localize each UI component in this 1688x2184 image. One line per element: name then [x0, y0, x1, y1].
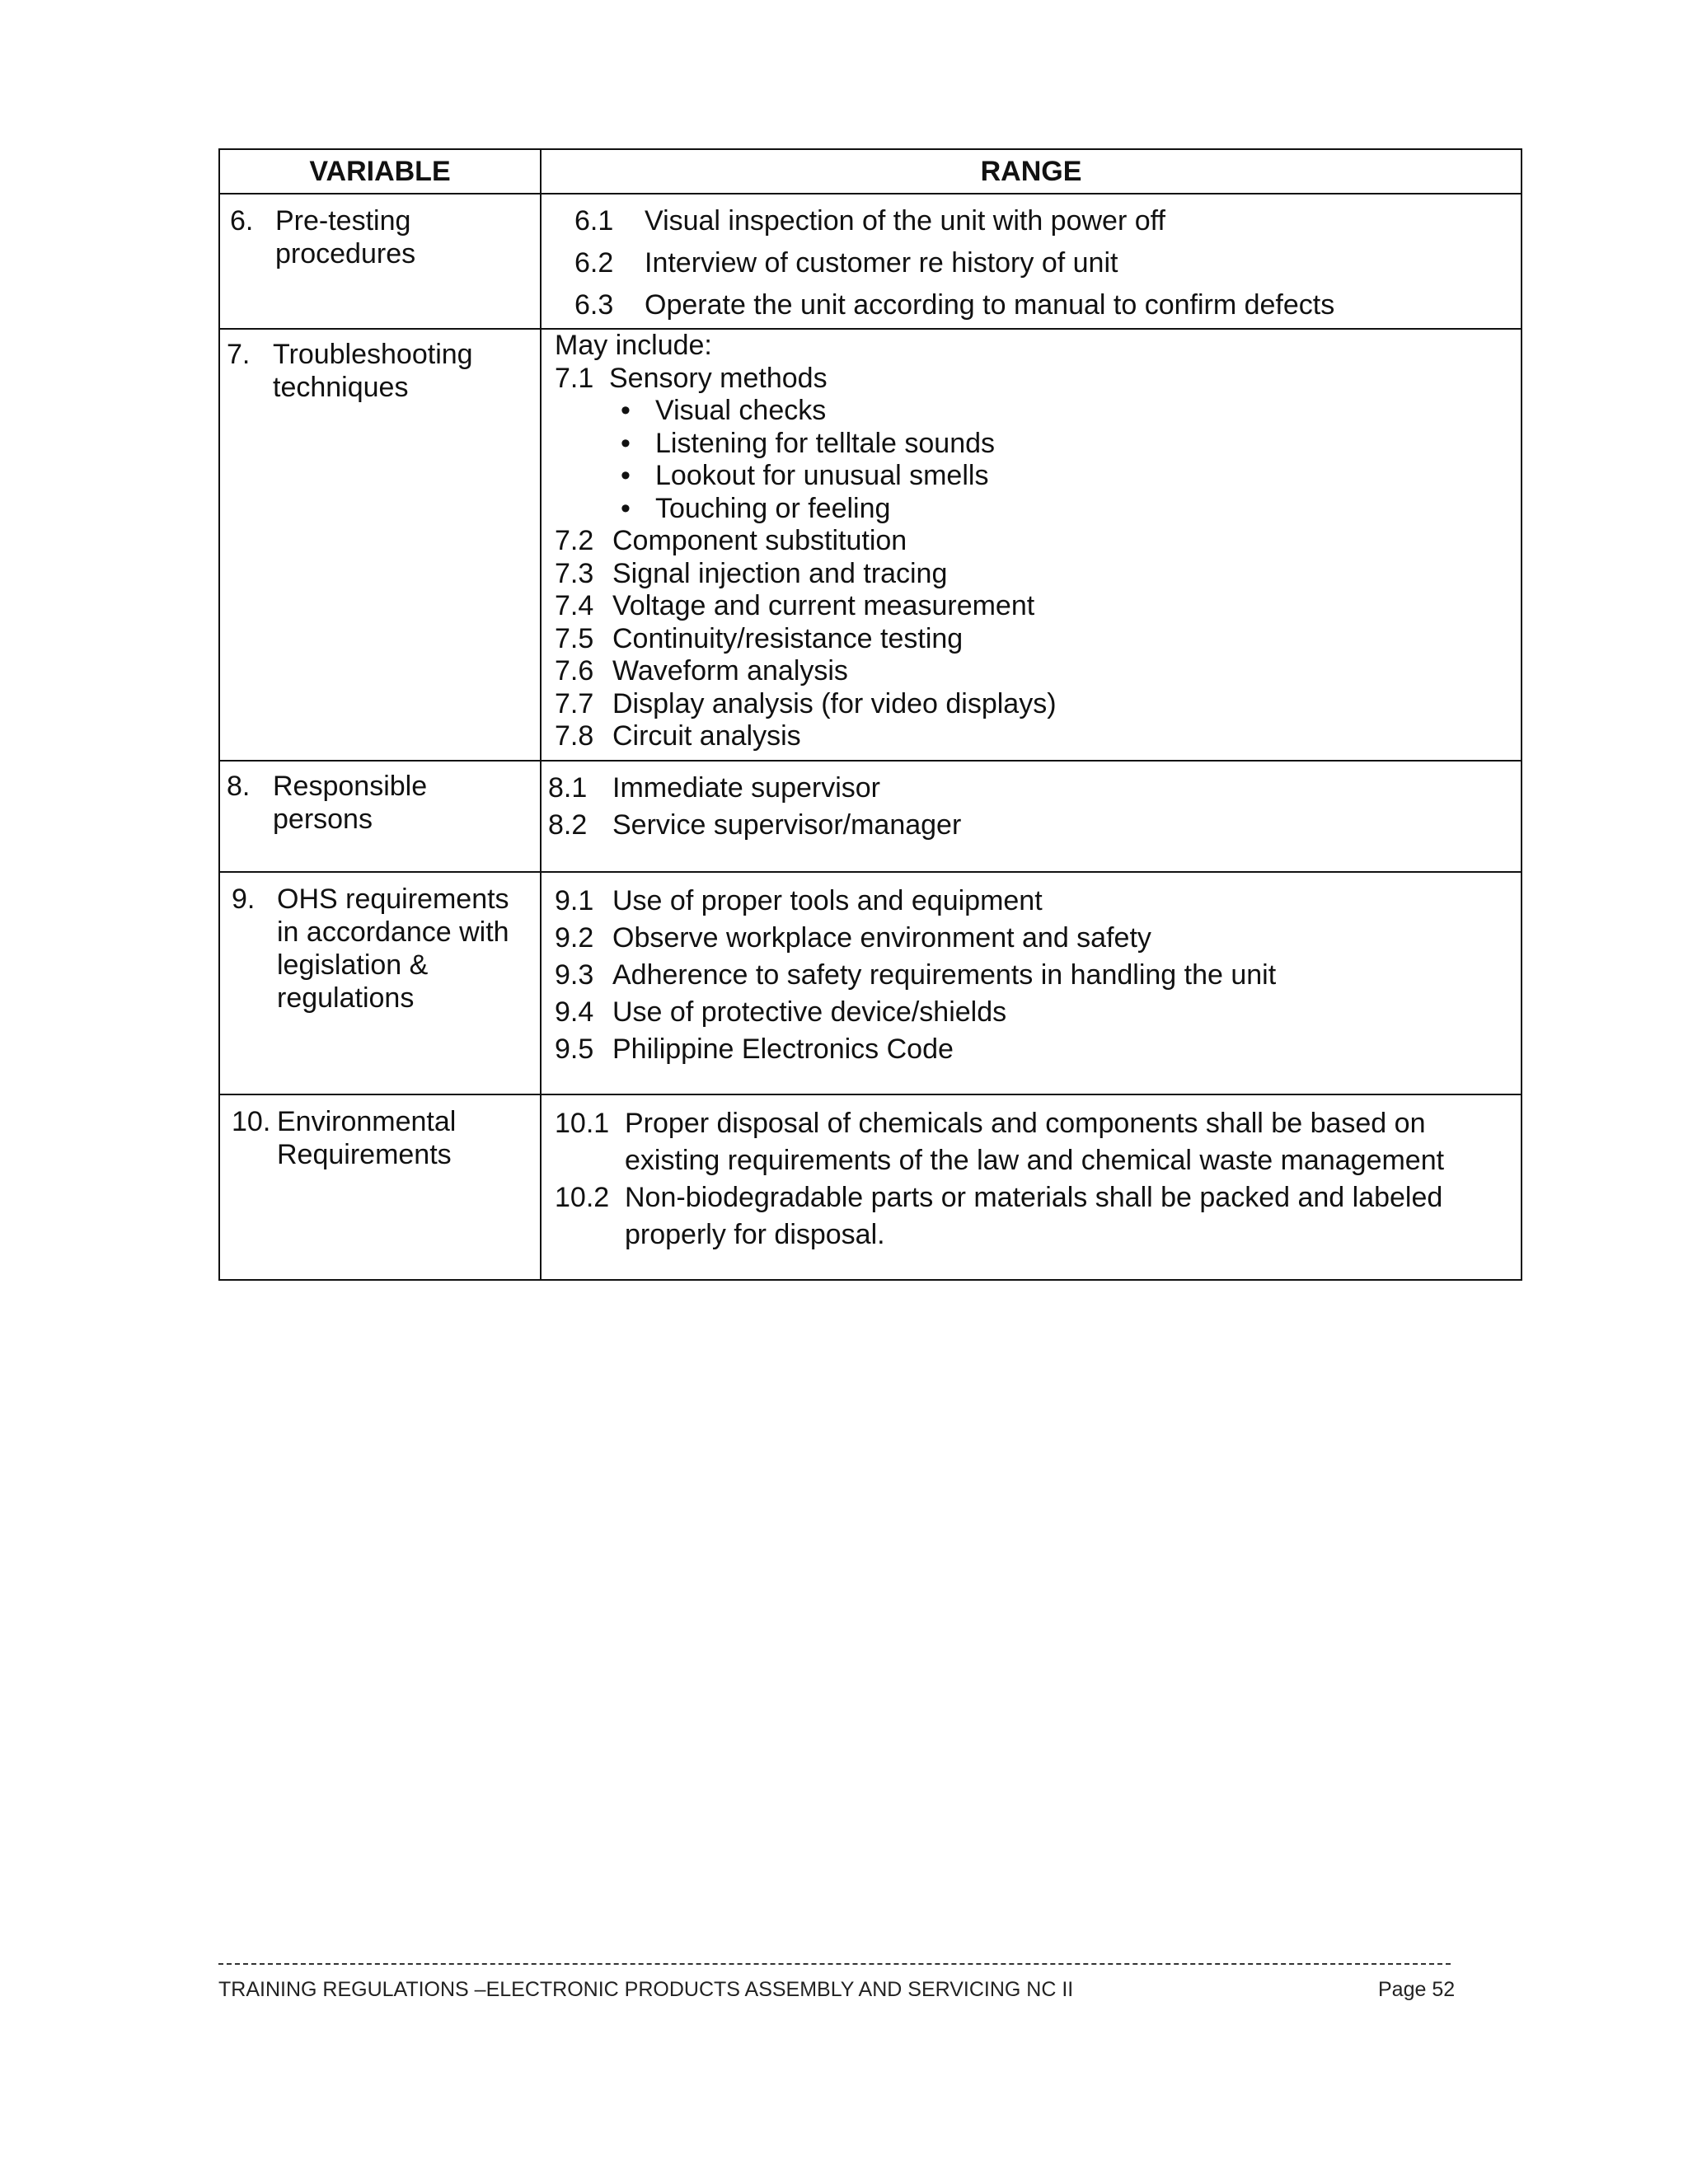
- range-cell: [541, 1094, 1522, 1280]
- list-item: 7.3 Signal injection and tracing: [555, 557, 948, 589]
- bullet-icon: •: [621, 460, 631, 491]
- list-item: 7.7 Display analysis (for video displays): [555, 687, 1057, 719]
- list-item: 9.4 Use of protective device/shields: [555, 996, 1007, 1028]
- list-item: 6.3 Operate the unit according to manual to confirm defects: [574, 289, 1335, 321]
- range-cell: [541, 872, 1522, 1094]
- variable-cell: [219, 194, 541, 329]
- bullet-item: • Lookout for unusual smells: [621, 460, 989, 491]
- variable-number: 9.: [232, 883, 256, 915]
- list-item: 7.5 Continuity/resistance testing: [555, 622, 964, 654]
- list-item: 10.2 Non-biodegradable parts or materials shall be packed and labeled properly for disposal.: [555, 1181, 1443, 1250]
- bullet-icon: •: [621, 395, 631, 426]
- list-item: 9.1 Use of proper tools and equipment: [555, 884, 1043, 916]
- footer-title: TRAINING REGULATIONS –ELECTRONIC PRODUCTS ASSEMBLY AND SERVICING NC II: [218, 1978, 1074, 2001]
- table-row: [219, 194, 1522, 329]
- variable-number: 8.: [227, 770, 251, 802]
- variable-label: Troubleshooting techniques: [273, 339, 473, 403]
- page-number: Page 52: [1378, 1978, 1456, 2001]
- list-item: 8.2 Service supervisor/manager: [548, 808, 962, 841]
- list-item: 7.4 Voltage and current measurement: [555, 590, 1035, 621]
- variable-number: 7.: [227, 339, 251, 370]
- variable-label: Responsible persons: [273, 770, 428, 835]
- variable-number: 6.: [230, 205, 254, 237]
- range-cell: [541, 761, 1522, 872]
- variable-cell: [219, 329, 541, 761]
- range-statement-table: [218, 148, 1522, 1281]
- variable-cell: [219, 761, 541, 872]
- list-item: 6.1 Visual inspection of the unit with power off: [574, 205, 1165, 237]
- bullet-item: • Listening for telltale sounds: [621, 427, 996, 459]
- bullet-item: • Touching or feeling: [621, 492, 891, 524]
- list-item: 7.1 Sensory methods: [555, 362, 828, 394]
- variable-label: Pre-testing procedures: [275, 205, 416, 269]
- variable-number: 10.: [232, 1105, 271, 1137]
- bullet-item: • Visual checks: [621, 395, 827, 426]
- list-item: 9.5 Philippine Electronics Code: [555, 1033, 954, 1065]
- table-row: [219, 761, 1522, 872]
- list-item: 7.2 Component substitution: [555, 525, 907, 556]
- variable-label: Environmental Requirements: [277, 1105, 457, 1170]
- table-row: [219, 1094, 1522, 1280]
- range-cell: [541, 329, 1522, 761]
- list-item: 9.3 Adherence to safety requirements in handling the unit: [555, 958, 1277, 991]
- table-row: [219, 329, 1522, 761]
- list-item: 8.1 Immediate supervisor: [548, 771, 881, 804]
- list-item: 7.8 Circuit analysis: [555, 720, 801, 752]
- footer-divider: [218, 1963, 1451, 1965]
- bullet-icon: •: [621, 427, 631, 459]
- variable-cell: [219, 1094, 541, 1280]
- list-item: 6.2 Interview of customer re history of unit: [574, 247, 1118, 279]
- list-item: 7.6 Waveform analysis: [555, 655, 848, 687]
- table-header-row: [219, 149, 1522, 194]
- range-column-header: RANGE: [541, 149, 1522, 194]
- range-intro: May include:: [555, 330, 712, 361]
- variable-cell: [219, 872, 541, 1094]
- variable-label: OHS requirements in accordance with legislation & regulations: [277, 883, 509, 1014]
- range-cell: [541, 194, 1522, 329]
- variable-column-header: VARIABLE: [219, 149, 541, 194]
- table-row: [219, 872, 1522, 1094]
- list-item: 9.2 Observe workplace environment and safety: [555, 921, 1151, 954]
- bullet-icon: •: [621, 492, 631, 524]
- list-item: 10.1 Proper disposal of chemicals and components shall be based on existing requirements of the law and chemical waste management: [555, 1107, 1445, 1176]
